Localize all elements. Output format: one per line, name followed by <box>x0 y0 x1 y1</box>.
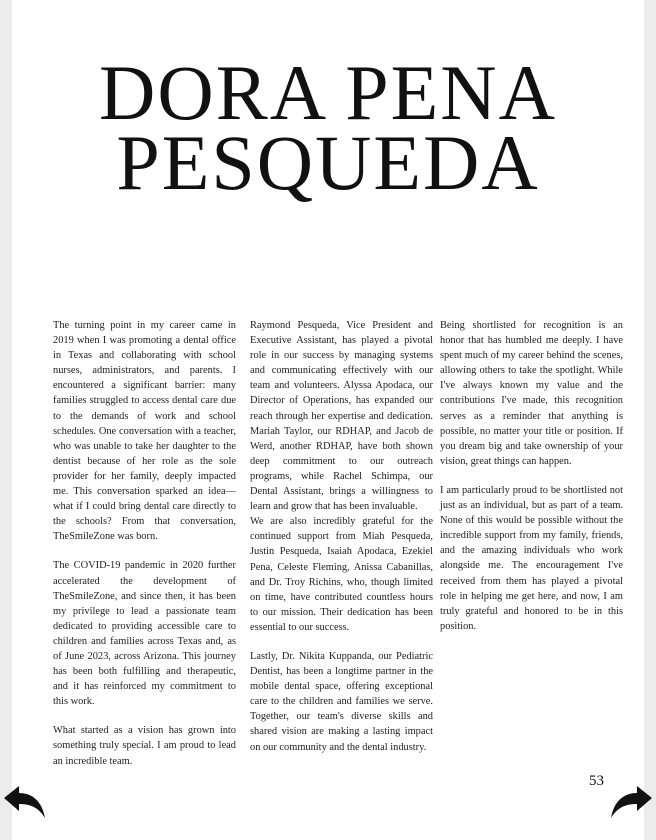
text-column-2 <box>250 318 433 769</box>
paragraph: What started as a vision has grown into something truly special. I am proud to lead an incredible team. <box>53 725 236 767</box>
text-column-3 <box>440 318 623 648</box>
paragraph: We are also incredibly grateful for the continued support from Miah Pesqueda, Justin Pesqueda, Isaiah Apodaca, Ezekiel Pena, Celeste Fleming, Anissa Cabanillas, and Dr. Troy Richins, who, though limited on time, have contributed countless hours to our mission. Their dedication has been essential to our success. <box>250 516 433 633</box>
arrow-left-icon <box>2 784 48 824</box>
title-line-2: PESQUEDA <box>116 119 540 206</box>
paragraph: The turning point in my career came in 2019 when I was promoting a dental office in Texas and collaborating with school nurses, administrators, and parents. I encountered a significant barrier: many families struggled to access dental care due to the demands of work and school schedules. One conversation with a teacher, who was unable to take her daughter to the dentist because of her role as the sole provider for her family, deeply impacted me. This conversation sparked an idea—what if I could bring dental care directly to the schools? From that conversation, TheSmileZone was born. <box>53 320 236 543</box>
page-title <box>0 49 656 206</box>
next-page-button[interactable] <box>608 784 654 824</box>
previous-page-button[interactable] <box>2 784 48 824</box>
arrow-right-icon <box>608 784 654 824</box>
title-line-1: DORA PENA <box>99 49 557 136</box>
paragraph: The COVID-19 pandemic in 2020 further accelerated the development of TheSmileZone, and since then, it has been my privilege to lead a passionate team dedicated to providing accessible care to children and families across Texas and, as of June 2023, across Arizona. This journey has been both fulfilling and therapeutic, and it has reinforced my commitment to this work. <box>53 560 236 708</box>
paragraph: Being shortlisted for recognition is an honor that has humbled me deeply. I have spent much of my career behind the scenes, allowing others to take the spotlight. While I've always known my value and the contributions I've made, this recognition serves as a reminder that anything is possible, no matter your title or position. If you dream big and take ownership of your vision, great things can happen. <box>440 320 623 467</box>
paragraph: Lastly, Dr. Nikita Kuppanda, our Pediatric Dentist, has been a longtime partner in the mobile dental space, offering exceptional care to the children and families we serve. Together, our team's diverse skills and shared vision are making a lasting impact on our community and the dental industry. <box>250 650 433 753</box>
page-number: 53 <box>589 773 604 789</box>
text-column-1 <box>53 318 236 783</box>
paragraph: Raymond Pesqueda, Vice President and Executive Assistant, has played a pivotal role in our success by managing systems and communicating effectively with our team and volunteers. Alyssa Apodaca, our Director of Operations, has expanded our reach through her expertise and dedication. Mariah Taylor, our RDHAP, and Jacob de Werd, another RDHAP, have both shown deep commitment to our outreach programs, while Rachel Schimpa, our Dental Assistant, brings a willingness to learn and grow that has been invaluable. <box>250 320 433 513</box>
paragraph: I am particularly proud to be shortlisted not just as an individual, but as part of a team. None of this would be possible without the incredible support from my family, friends, and the amazing individuals who work alongside me. The encouragement I've received from them has played a pivotal role in helping me get here, and now, I am truly grateful and honored to be in this position. <box>440 484 623 632</box>
